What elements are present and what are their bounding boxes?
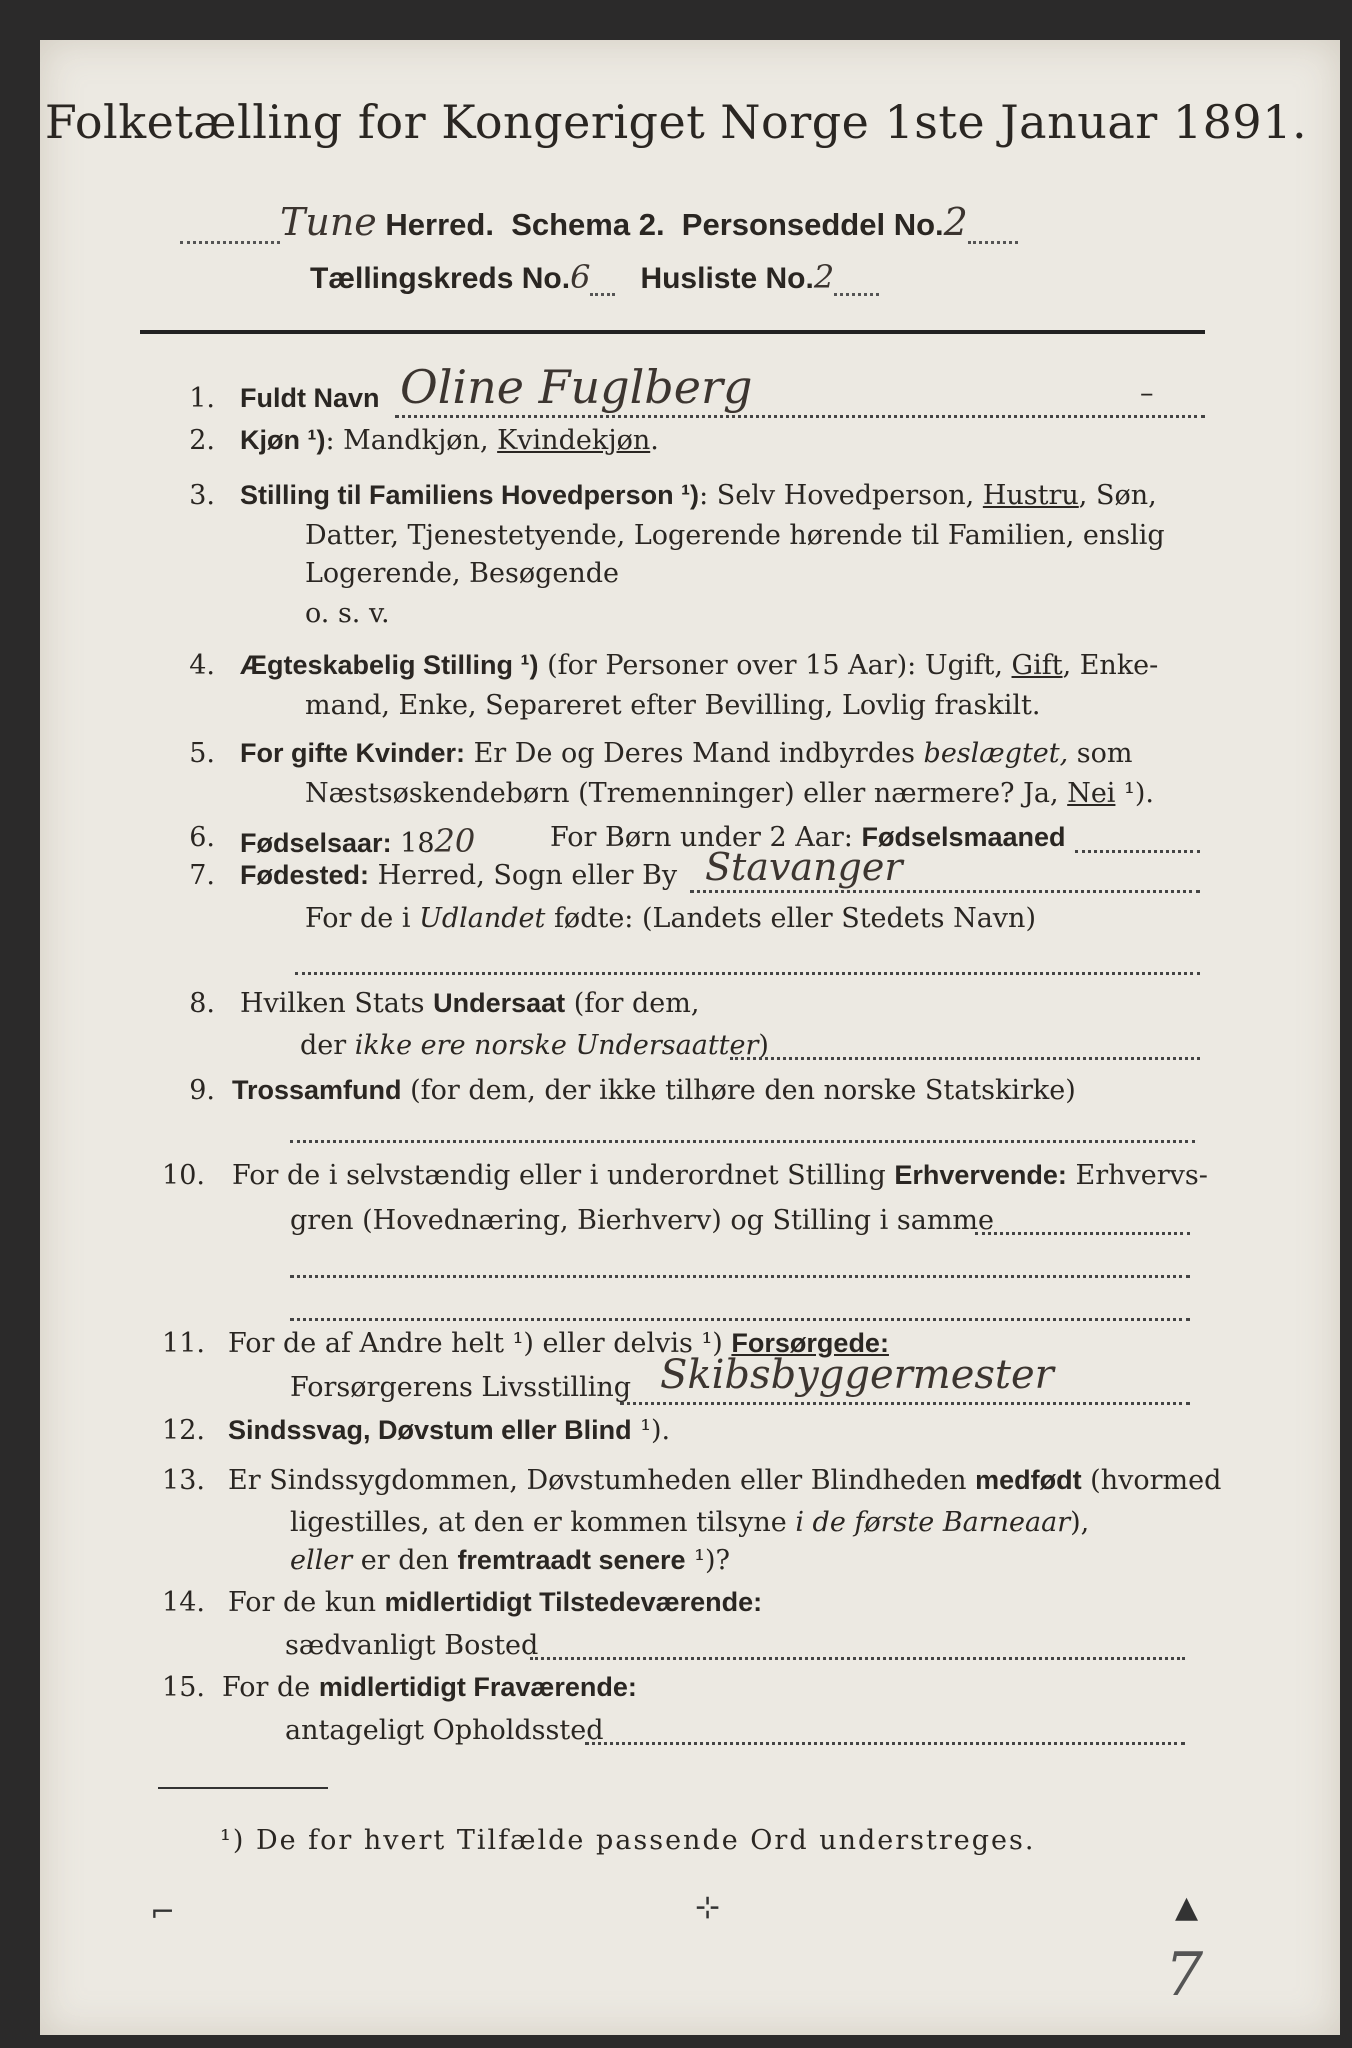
page-number: 7 [1165,1940,1204,2010]
item-number: 3. [189,480,215,511]
kreds-label: Tællingskreds No. [310,262,571,295]
item-number: 10. [162,1160,205,1191]
item-number: 7. [189,860,215,891]
item-number: 12. [162,1415,205,1446]
item-text: sædvanligt Bosted [285,1630,539,1661]
footnote-rule [158,1787,328,1789]
item-text: gren (Hovednæring, Bierhverv) og Stilling i samme [290,1205,995,1236]
item-text: For de af Andre helt ¹) eller delvis ¹) Forsørgede: [228,1328,889,1359]
header-rule [140,330,1205,334]
item-text: For gifte Kvinder: Er De og Deres Mand indbyrdes beslægtet, som [240,738,1133,769]
corner-mark-left: ⌐ [150,1895,176,1930]
item-text: Hvilken Stats Undersaat (for dem, [240,988,700,1019]
item-number: 15. [162,1672,205,1703]
item-text: For de kun midlertidigt Tilstedeværende: [228,1587,763,1618]
item-text: For de i selvstændig eller i underordnet Stilling Erhvervende: Erhvervs- [232,1160,1208,1191]
item-text: Trossamfund (for dem, der ikke tilhøre den norske Statskirke) [232,1075,1076,1106]
item-text: der ikke ere norske Undersaatter) [300,1030,769,1061]
personseddel-value: 2 [943,200,968,244]
item-text: Fødselsaar: 1820 [240,822,476,860]
item-number: 1. [189,383,215,414]
item-text: Er Sindssygdommen, Døvstumheden eller Blindheden medfødt (hvormed [228,1465,1222,1496]
kreds-line [310,258,879,296]
item-number: 5. [189,738,215,769]
personseddel-label: Personseddel No. [681,207,944,242]
item-text: mand, Enke, Separeret efter Bevilling, Lovlig fraskilt. [305,690,1041,721]
item-number: 9. [189,1075,215,1106]
item-text: Sindssvag, Døvstum eller Blind ¹). [228,1415,671,1446]
item-text: antageligt Opholdssted [285,1715,604,1746]
item-text: Forsørgerens Livsstilling [290,1372,632,1403]
item-text: Datter, Tjenestetyende, Logerende hørende til Familien, enslig [305,520,1165,551]
item-text: eller er den fremtraadt senere ¹)? [290,1545,730,1576]
item-number: 11. [162,1328,205,1359]
corner-mark-right: ▲ [1175,1890,1199,1925]
item-text: Stilling til Familiens Hovedperson ¹): Selv Hovedperson, Hustru, Søn, [240,480,1157,511]
item-text: Ægteskabelig Stilling ¹) (for Personer over 15 Aar): Ugift, Gift, Enke- [240,650,1159,681]
footnote: ¹) De for hvert Tilfælde passende Ord understreges. [220,1825,1036,1856]
item-line [395,415,1205,418]
item-text: Kjøn ¹): Mandkjøn, Kvindekjøn. [240,425,659,456]
herred-value: Tune [280,200,377,244]
item-number: 8. [189,988,215,1019]
husliste-value: 2 [813,258,835,296]
item-text: Fødested: Herred, Sogn eller By [240,860,678,891]
item-number: 4. [189,650,215,681]
herred-line [180,200,1018,244]
herred-label: Herred. [376,207,494,242]
item-text: Næstsøskendebørn (Tremenninger) eller nærmere? Ja, Nei ¹). [305,778,1154,809]
provider-occupation-value: Skibsbyggermester [660,1352,1054,1398]
item-label: Fuldt Navn [240,383,380,413]
item-text: For Børn under 2 Aar: Fødselsmaaned [550,822,1066,853]
item-number: 2. [189,425,215,456]
schema-label: Schema 2. [511,207,665,242]
item-number: 13. [162,1465,205,1496]
kreds-value: 6 [570,258,591,296]
item-text: o. s. v. [305,598,390,629]
husliste-label: Husliste No. [640,262,814,295]
item-text: For de midlertidigt Fraværende: [222,1672,637,1703]
item-text: For de i Udlandet fødte: (Landets eller Stedets Navn) [305,903,1036,934]
item-text: ligestilles, at den er kommen tilsyne i de første Barneaar), [290,1507,1090,1538]
birthplace-value: Stavanger [705,845,903,889]
item-number: 14. [162,1587,205,1618]
item-text: Logerende, Besøgende [305,558,619,589]
form-title: Folketælling for Kongeriget Norge 1ste Januar 1891. [44,95,1308,149]
full-name-value: Oline Fuglberg [400,360,753,414]
birth-year-value: 20 [434,822,476,860]
center-mark: ⊹ [695,1890,721,1925]
item-number: 6. [189,822,215,853]
